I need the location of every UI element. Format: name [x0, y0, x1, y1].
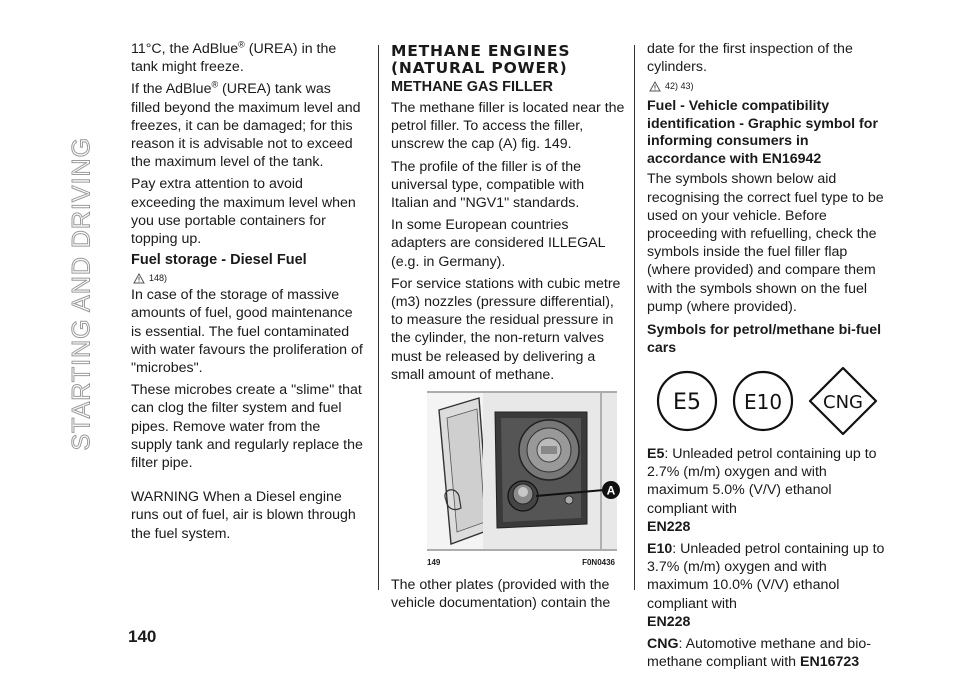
paragraph: Pay extra attention to avoid exceeding the maximum level when you use portable containers for topping up. [131, 176, 356, 248]
symbol-text: CNG [823, 392, 863, 414]
callout-label: A [606, 483, 616, 498]
figure-number: 149 [427, 558, 441, 568]
methane-filler-photo [391, 390, 625, 554]
symbol-text: E10 [743, 390, 783, 415]
column-3 [647, 40, 887, 675]
e10-circle-symbol [731, 369, 795, 433]
figure-methane-filler [391, 390, 625, 568]
paragraph: In case of the storage of massive amounts of fuel, good maintenance is essential. The fuel contaminated with water favours the proliferation of "microbes". [131, 287, 363, 377]
symbol-text: E5 [673, 390, 701, 416]
e5-circle-symbol [655, 369, 719, 433]
figure-code: F0N0436 [582, 558, 615, 568]
cng-diamond-symbol [807, 365, 879, 437]
paragraph: The methane filler is located near the petrol filler. To access the filler, unscrew the cap (A) fig. 149. [391, 100, 625, 153]
paragraph: The symbols shown below aid recognising the correct fuel type to be used on your vehicle. Before proceeding with refuelling, check the symbols inside the fuel filler flap (where provided) and compare them with the symbols shown on the fuel pump (where provided). [647, 171, 884, 315]
paragraph: 11°C, the AdBlue® (UREA) in the tank might freeze. [131, 39, 337, 76]
column-divider [378, 45, 379, 590]
column-2 [391, 40, 625, 616]
paragraph: The profile of the filler is of the universal type, compatible with Italian and "NGV1" standards. [391, 158, 585, 212]
section-heading: METHANE ENGINES (NATURAL POWER) [391, 42, 571, 77]
paragraph: These microbes create a "slime" that can clog the filter system and fuel pipes. Remove water from the supply tank and regularly replace the filter pipe. [131, 382, 363, 472]
paragraph: E10: Unleaded petrol containing up to 3.7% (m/m) oxygen and with maximum 10.0% (V/V) ethanol compliant with EN228 [647, 541, 885, 630]
section-side-title: STARTING AND DRIVING [67, 136, 96, 451]
warning-paragraph: WARNING When a Diesel engine runs out of fuel, air is blown through the fuel system. [131, 489, 356, 542]
paragraph: In some European countries adapters are considered ILLEGAL (e.g. in Germany). [391, 217, 605, 270]
warning-reference: 42) 43) [649, 80, 887, 92]
section-heading: Fuel storage - Diesel Fuel [131, 252, 307, 269]
paragraph: CNG: Automotive methane and bio-methane compliant with EN16723 [647, 636, 871, 671]
subsection-heading: METHANE GAS FILLER [391, 79, 553, 95]
column-1 [131, 40, 363, 547]
column-divider [634, 45, 635, 590]
section-heading: Symbols for petrol/methane bi-fuel cars [647, 322, 882, 356]
paragraph: The other plates (provided with the vehicle documentation) contain the [391, 577, 611, 612]
warning-reference: 148) [133, 272, 363, 284]
paragraph: For service stations with cubic metre (m3) nozzles (pressure differential), to measure the residual pressure in the cylinder, the non-return valves must be released by delivering a small amount of methane. [391, 275, 621, 383]
warning-triangle-icon [133, 273, 145, 284]
page-number: 140 [128, 627, 157, 646]
fuel-symbols [655, 365, 887, 437]
paragraph: date for the first inspection of the cylinders. [647, 41, 853, 76]
warning-triangle-icon [649, 81, 661, 92]
paragraph: If the AdBlue® (UREA) tank was filled beyond the maximum level and freezes, it can be damaged; for this reason it is advisable not to exceed the maximum level of the tank. [131, 79, 361, 171]
section-heading: Fuel - Vehicle compatibility identification - Graphic symbol for informing consumers in accordance with EN16942 [647, 98, 878, 167]
paragraph: E5: Unleaded petrol containing up to 2.7% (m/m) oxygen and with maximum 5.0% (V/V) ethanol compliant with EN228 [647, 446, 877, 535]
figure-caption [427, 554, 615, 568]
